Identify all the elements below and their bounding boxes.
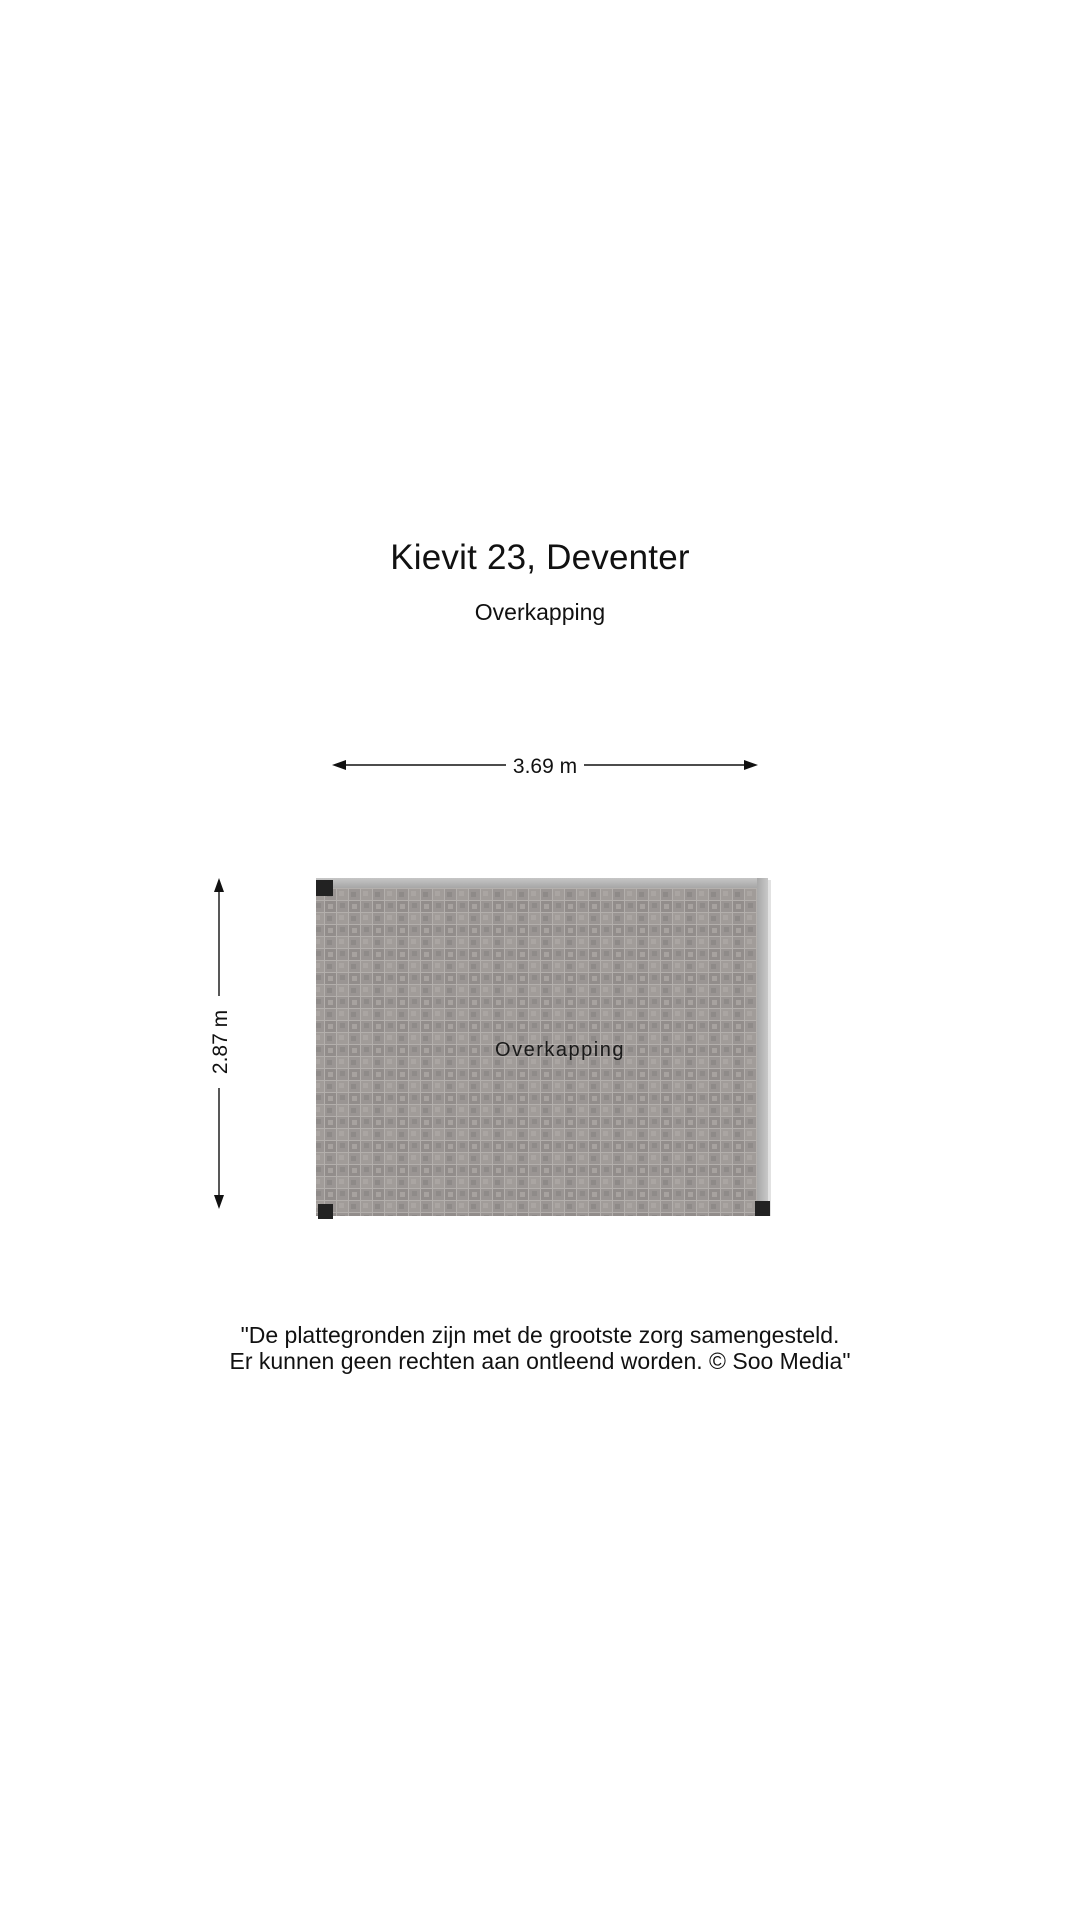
- room-wall-top: [316, 878, 768, 888]
- floor-name: Overkapping: [474, 599, 606, 625]
- width-dimension: [332, 755, 758, 778]
- room-wall-right: [757, 878, 768, 1216]
- disclaimer: [0, 1322, 1080, 1374]
- corner-post-bottom-right: [755, 1201, 770, 1216]
- disclaimer-line-2: Er kunnen geen rechten aan ontleend worden. © Soo Media": [229, 1348, 851, 1374]
- arrow-down-icon: [214, 1195, 224, 1209]
- arrow-up-icon: [214, 878, 224, 892]
- height-label: 2.87 m: [209, 1009, 232, 1075]
- disclaimer-line-1: "De plattegronden zijn met de grootste zorg samengesteld.: [240, 1322, 840, 1348]
- height-dimension: [209, 878, 232, 1209]
- corner-post-top-left: [316, 880, 333, 896]
- room-label: Overkapping: [495, 1039, 625, 1061]
- width-label: 3.69 m: [512, 755, 578, 778]
- room-wall-shadow: [768, 880, 771, 1216]
- room-overkapping: [316, 878, 771, 1219]
- page-title: Kievit 23, Deventer: [390, 538, 690, 577]
- corner-post-bottom-left: [318, 1204, 333, 1219]
- arrow-left-icon: [332, 760, 346, 770]
- arrow-right-icon: [744, 760, 758, 770]
